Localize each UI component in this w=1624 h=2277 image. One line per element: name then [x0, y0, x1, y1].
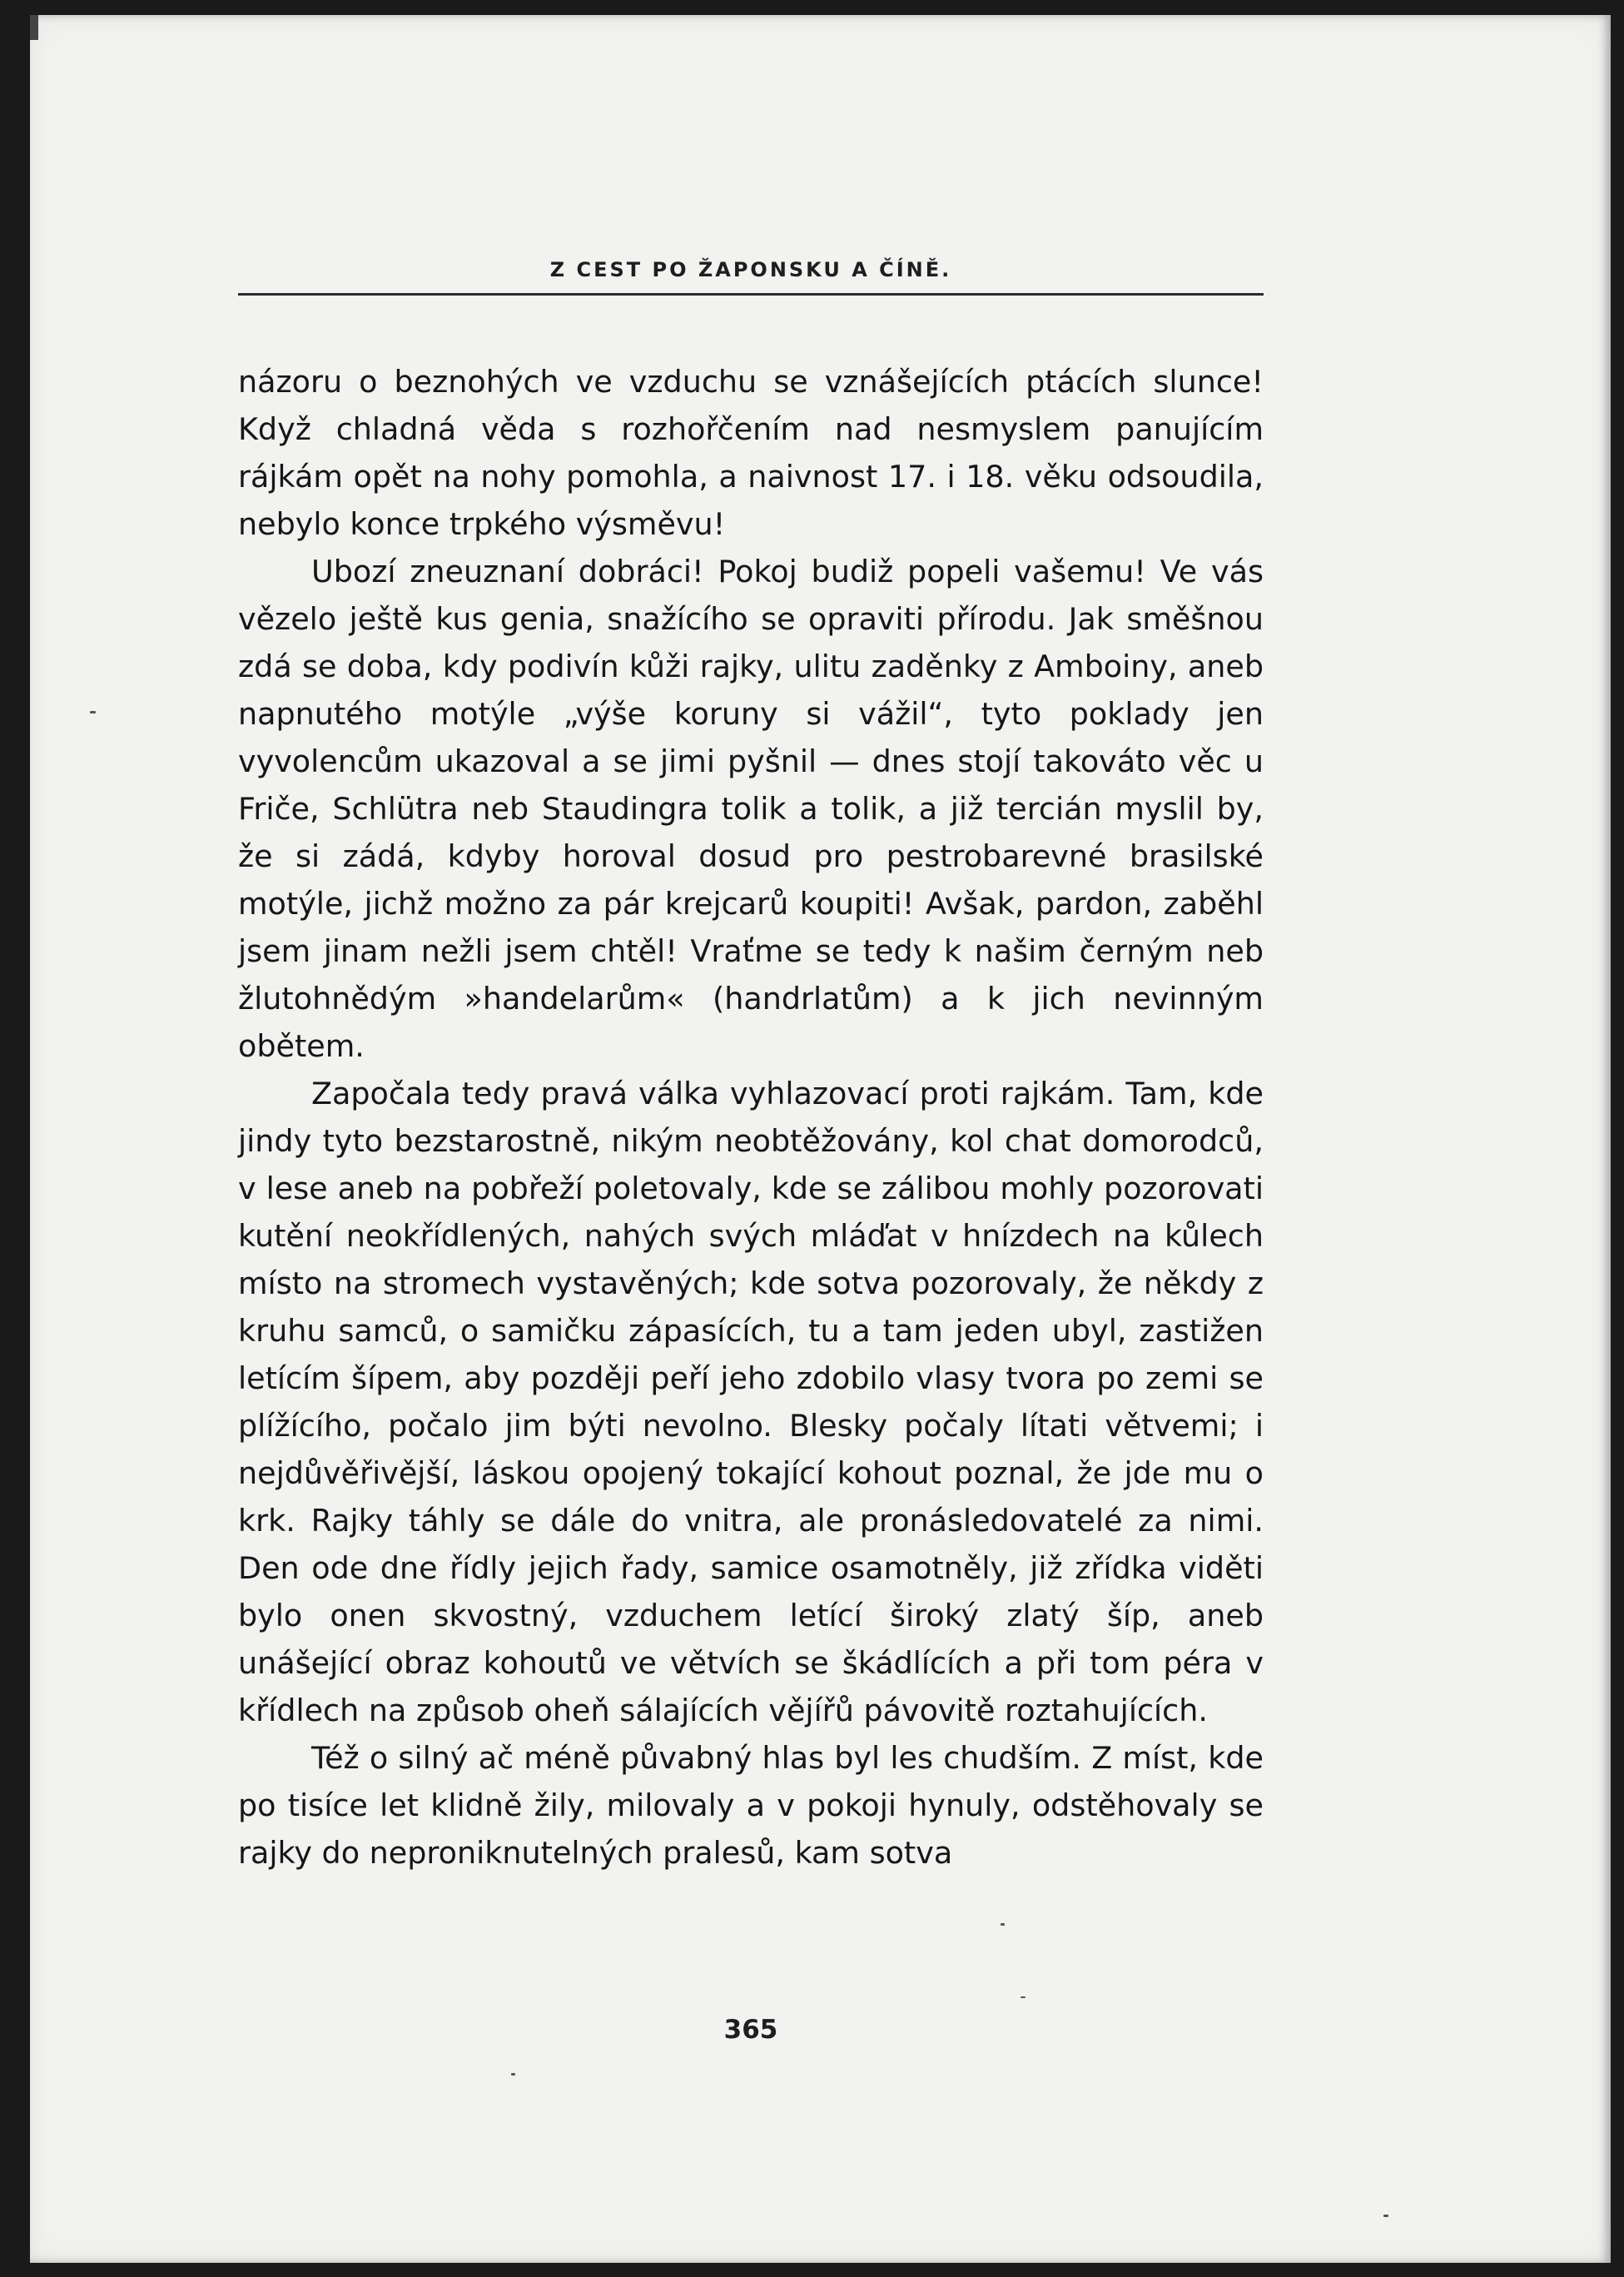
body-text [238, 358, 1264, 1877]
print-speck [1383, 2215, 1388, 2217]
paragraph: Též o silný ač méně půvabný hlas byl les chudším. Z míst, kde po tisíce let klidně žily, milovaly a v pokoji hynuly, odstěhovaly se rajky do neproniknutelných pralesů, kam sotva [238, 1740, 1264, 1871]
book-page [30, 15, 1611, 2263]
header-rule [238, 293, 1264, 296]
binding-mark [30, 15, 38, 40]
paragraph-continued: názoru o beznohých ve vzduchu se vznášejících ptácích slunce! Když chladná věda s rozhořčením nad nesmyslem panujícím rájkám opět na nohy pomohla, a naivnost 17. i 18. věku odsoudila, nebylo konce trpkého výsměvu! [238, 364, 1264, 542]
paragraph: Započala tedy pravá válka vyhlazovací proti rajkám. Tam, kde jindy tyto bezstarostně, nikým neobtěžovány, kol chat domorodců, v lese aneb na pobřeží poletovaly, kde se zálibou mohly pozorovati kutění neokřídlených, nahých svých mláďat v hnízdech na kůlech místo na stromech vystavěných; kde sotva pozorovaly, že někdy z kruhu samců, o samičku zápasících, tu a tam jeden ubyl, zastižen letícím šípem, aby později peří jeho zdobilo vlasy tvora po zemi se plížícího, počalo jim býti nevolno. Blesky počaly lítati větvemi; i nejdůvěřivější, láskou opojený tokající kohout poznal, že jde mu o krk. Rajky táhly se dále do vnitra, ale pronásledovatelé za nimi. Den ode dne řídly jejich řady, samice osamotněly, již zřídka viděti bylo onen skvostný, vzduchem letící široký zlatý šíp, aneb unášející obraz kohoutů ve větvích se škádlících a při tom péra v křídlech na způsob oheň sálajících vějířů pávovitě roztahujících. [238, 1076, 1264, 1728]
print-speck [1021, 1996, 1026, 1998]
print-speck [90, 711, 96, 713]
running-header: Z CEST PO ŽAPONSKU A ČÍNĚ. [549, 258, 952, 281]
print-speck [511, 2073, 515, 2076]
page-number: 365 [723, 2015, 778, 2045]
paragraph: Ubozí zneuznaní dobráci! Pokoj budiž popeli vašemu! Ve vás vězelo ještě kus genia, snažícího se opraviti přírodu. Jak směšnou zdá se doba, kdy podivín kůži rajky, ulitu zaděnky z Amboiny, aneb napnutého motýle „výše koruny si vážil“, tyto poklady jen vyvolencům ukazoval a se jimi pyšnil — dnes stojí takováto věc u Friče, Schlütra neb Staudingra tolik a tolik, a již tercián myslil by, že si zádá, kdyby horoval dosud pro pestrobarevné brasilské motýle, jichž možno za pár krejcarů koupiti! Avšak, pardon, zaběhl jsem jinam nežli jsem chtěl! Vraťme se tedy k našim černým neb žlutohnědým »handelarům« (handrlatům) a k jich nevinným obětem. [238, 554, 1264, 1064]
print-speck [1001, 1923, 1005, 1926]
